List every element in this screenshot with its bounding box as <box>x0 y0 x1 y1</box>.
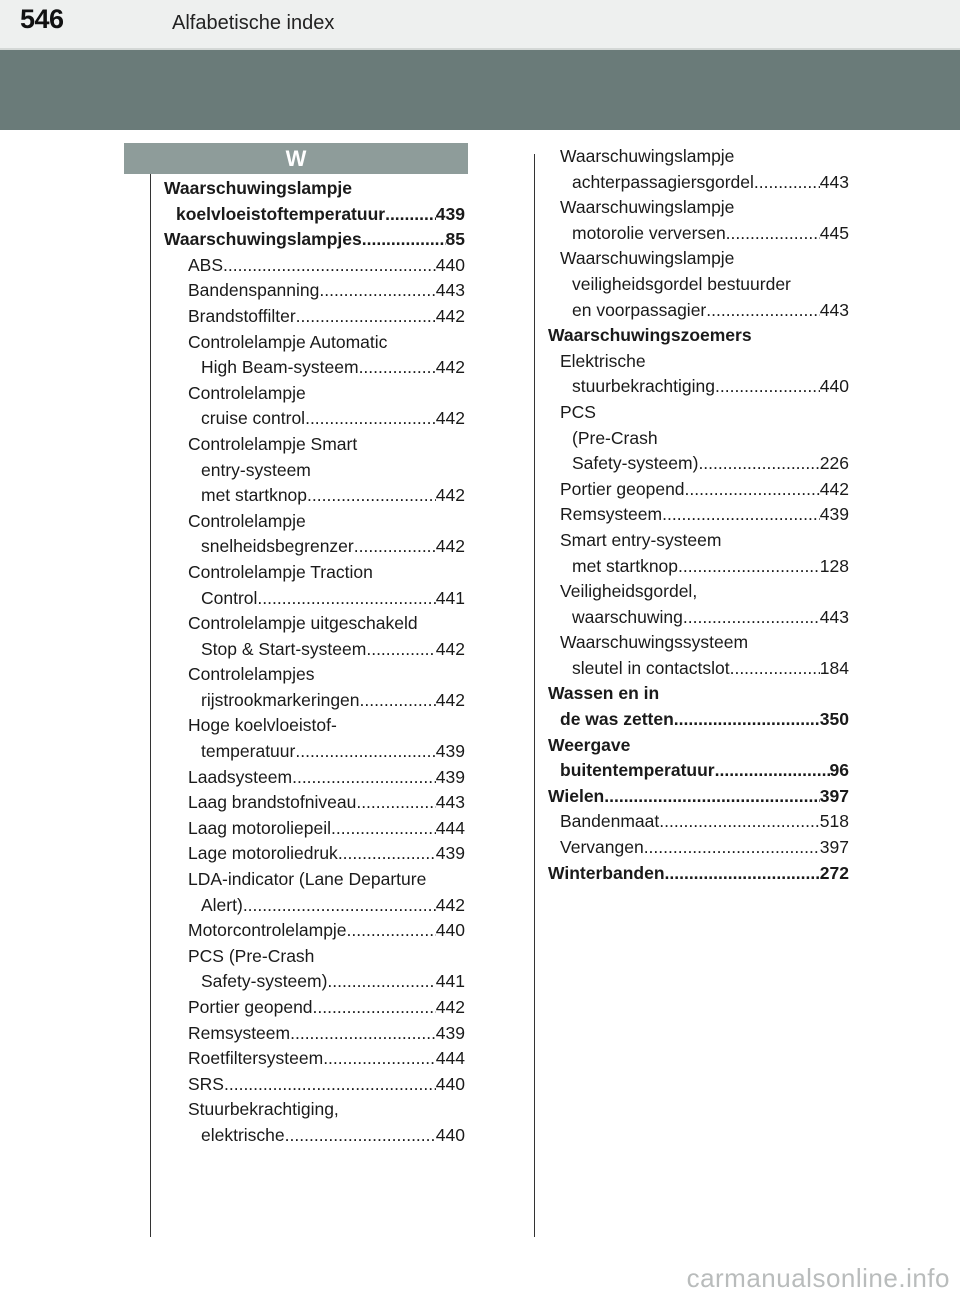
index-entry-page: 442 <box>435 357 465 378</box>
index-entry-page: 518 <box>819 811 849 832</box>
index-entry-page: 442 <box>435 997 465 1017</box>
index-entry <box>164 867 465 893</box>
index-entry <box>548 246 849 272</box>
index-entry <box>164 995 465 1021</box>
index-entry-text: snelheidsbegrenzer <box>201 536 354 557</box>
index-entry-page: 443 <box>435 280 465 301</box>
index-entry <box>164 253 465 279</box>
section-letter-tab: W <box>124 143 468 174</box>
index-entry-text: temperatuur <box>201 741 296 762</box>
index-entry-text: elektrische <box>201 1124 285 1145</box>
index-entry <box>164 483 465 509</box>
dot-leader <box>371 637 436 663</box>
index-entry-text: Roetfiltersysteem <box>188 1048 324 1069</box>
index-entry-page: 440 <box>435 920 465 941</box>
index-entry <box>548 298 849 324</box>
index-entry-page: 443 <box>819 606 849 627</box>
index-entry-text: ABS <box>188 254 224 275</box>
index-entry-text: Motorcontrolelampje <box>188 920 347 941</box>
index-entry-page: 442 <box>435 536 465 557</box>
index-entry-text: SRS. <box>188 1073 229 1094</box>
index-entry <box>548 681 849 707</box>
index-entry-page: 440 <box>435 1073 465 1094</box>
dot-leader <box>354 534 436 560</box>
index-entry-text: koelvloeistoftemperatuur <box>176 203 386 224</box>
index-entry-text: Lage motoroliedruk <box>188 843 338 864</box>
index-column-left <box>164 176 465 1149</box>
index-entry-page: 85 <box>445 229 465 250</box>
index-entry <box>164 816 465 842</box>
index-entry-page: 442 <box>435 485 465 506</box>
dot-leader <box>223 253 436 279</box>
index-entry <box>548 707 849 733</box>
index-entry <box>164 790 465 816</box>
index-entry-text: Controlelampje Smart <box>188 433 358 454</box>
index-entry <box>548 426 849 452</box>
dot-leader <box>229 1072 436 1098</box>
index-entry-text: Bandenmaat <box>560 811 660 832</box>
header-band <box>0 50 960 130</box>
index-entry-text: buitentemperatuur <box>560 760 715 781</box>
index-entry-page: 439 <box>435 1022 465 1043</box>
index-entry <box>164 176 465 202</box>
index-entry-text: rijstrookmarkeringen <box>201 689 360 710</box>
index-entry-text: Laag motoroliepeil. <box>188 817 336 838</box>
index-entry <box>164 330 465 356</box>
index-entry-page: 350 <box>819 709 849 730</box>
index-entry-text: stuurbekrachtiging <box>572 376 715 397</box>
index-entry-page: 442 <box>435 638 465 659</box>
index-entry-text: Bandenspanning <box>188 280 320 301</box>
dot-leader <box>356 790 435 816</box>
index-entry <box>164 202 465 228</box>
index-entry-page: 96 <box>829 760 849 781</box>
index-entry-text: de was zetten <box>560 709 674 730</box>
index-entry <box>164 765 465 791</box>
index-entry-page: 397 <box>819 837 849 858</box>
index-entry <box>164 406 465 432</box>
index-entry <box>548 502 849 528</box>
index-entry-text: Vervangen <box>560 837 644 858</box>
dot-leader <box>698 451 819 477</box>
index-entry-page: 444 <box>435 1048 465 1069</box>
index-entry <box>164 611 465 637</box>
dot-leader <box>385 202 436 228</box>
dot-leader <box>319 278 435 304</box>
index-entry-text: Veiligheidsgordel, <box>560 581 698 602</box>
index-entry-page: 440 <box>819 376 849 397</box>
index-entry <box>548 605 849 631</box>
dot-leader <box>360 688 436 714</box>
column-divider-left <box>150 174 151 1237</box>
index-entry-text: met startknop. <box>572 555 683 576</box>
index-entry-text: Controlelampje Traction <box>188 561 373 582</box>
index-entry-page: 442 <box>435 894 465 915</box>
index-entry <box>164 893 465 919</box>
index-entry <box>548 323 849 349</box>
index-entry <box>548 221 849 247</box>
dot-leader <box>290 1021 436 1047</box>
index-entry-page: 226 <box>819 453 849 474</box>
index-entry-page: 439 <box>435 766 465 787</box>
dot-leader <box>296 304 436 330</box>
index-entry <box>548 835 849 861</box>
index-entry-text: Safety-systeem) <box>572 453 699 474</box>
index-entry <box>164 1046 465 1072</box>
index-entry-page: 442 <box>435 689 465 710</box>
dot-leader <box>674 707 820 733</box>
index-entry <box>548 144 849 170</box>
page-number: 546 <box>20 4 64 34</box>
index-entry <box>164 918 465 944</box>
index-entry <box>164 1123 465 1149</box>
index-entry <box>548 579 849 605</box>
index-entry-page: 445 <box>819 222 849 243</box>
index-entry <box>548 195 849 221</box>
index-entry <box>164 713 465 739</box>
index-entry-text: Winterbanden. <box>548 862 670 883</box>
page-title: Alfabetische index <box>172 12 335 34</box>
index-entry-page: 442 <box>435 408 465 429</box>
index-entry-text: PCS <box>560 401 596 422</box>
index-entry-page: 441 <box>435 587 465 608</box>
index-entry <box>164 278 465 304</box>
page-header <box>0 0 960 50</box>
index-entry-text: Brandstoffilter <box>188 305 296 326</box>
dot-leader <box>338 841 436 867</box>
index-entry-text: Controlelampje <box>188 382 306 403</box>
index-entry-page: 441 <box>435 971 465 992</box>
index-entry-text: Controlelampje uitgeschakeld <box>188 613 418 634</box>
index-entry-page: 442 <box>435 305 465 326</box>
index-entry-text: Waarschuwingssysteem <box>560 632 749 653</box>
dot-leader <box>323 1046 436 1072</box>
watermark: carmanualsonline.info <box>686 1263 950 1293</box>
index-entry-text: Waarschuwingslampje <box>560 248 735 269</box>
index-entry-text: met startknop <box>201 485 308 506</box>
dot-leader <box>683 554 820 580</box>
index-column-right <box>548 144 849 886</box>
index-entry-text: LDA-indicator (Lane Departure <box>188 869 427 890</box>
index-entry <box>164 969 465 995</box>
index-entry-text: Waarschuwingslampje <box>560 197 735 218</box>
index-entry <box>548 349 849 375</box>
index-entry <box>164 586 465 612</box>
index-entry <box>164 381 465 407</box>
index-entry-text: Controlelampjes <box>188 664 315 685</box>
index-entry-page: 444 <box>435 817 465 838</box>
dot-leader <box>362 227 446 253</box>
index-entry <box>164 662 465 688</box>
index-entry-text: Laadsysteem. <box>188 766 297 787</box>
dot-leader <box>659 809 820 835</box>
index-entry-page: 439 <box>435 741 465 762</box>
dot-leader <box>730 656 820 682</box>
index-entry <box>164 1072 465 1098</box>
index-entry-text: Waarschuwingslampje <box>560 146 735 166</box>
index-entry <box>164 458 465 484</box>
index-entry <box>164 304 465 330</box>
index-entry-text: High Beam-systeem <box>201 357 359 378</box>
index-entry <box>164 1021 465 1047</box>
index-entry-text: Portier geopend <box>560 478 685 499</box>
index-entry-text: Controlelampje Automatic <box>188 331 388 352</box>
index-entry-text: motorolie verversen <box>572 222 726 243</box>
index-entry-page: 439 <box>819 504 849 525</box>
index-entry <box>164 227 465 253</box>
index-entry-text: Remsysteem <box>188 1022 291 1043</box>
index-entry-text: waarschuwing. <box>572 606 688 627</box>
index-entry-text: Wassen en in <box>548 683 660 704</box>
index-entry-text: Control <box>201 587 258 608</box>
index-entry <box>164 560 465 586</box>
index-entry-text: Portier geopend <box>188 997 313 1017</box>
dot-leader <box>336 816 436 842</box>
index-entry-page: 439 <box>435 203 465 224</box>
index-entry-text: Waarschuwingszoemers <box>548 325 752 346</box>
index-entry-text: Alert) <box>201 894 243 915</box>
index-entry-text: Hoge koelvloeistof- <box>188 715 337 736</box>
dot-leader <box>644 835 820 861</box>
dot-leader <box>332 969 436 995</box>
index-entry-page: 184 <box>819 657 849 678</box>
dot-leader <box>688 605 820 631</box>
index-entry-text: en voorpassagier <box>572 299 707 320</box>
dot-leader <box>285 1123 436 1149</box>
index-entry <box>548 656 849 682</box>
index-entry-text: (Pre-Crash <box>572 427 658 448</box>
index-entry <box>548 784 849 810</box>
index-entry <box>548 374 849 400</box>
index-entry-text: Safety-systeem). <box>201 971 333 992</box>
index-entry <box>548 451 849 477</box>
dot-leader <box>604 784 820 810</box>
index-entry <box>164 355 465 381</box>
dot-leader <box>347 918 436 944</box>
index-entry <box>548 400 849 426</box>
dot-leader <box>662 502 820 528</box>
index-entry-text: Laag brandstofniveau <box>188 792 357 813</box>
index-entry-page: 128 <box>819 555 849 576</box>
index-entry-text: cruise control <box>201 408 306 429</box>
dot-leader <box>715 758 830 784</box>
dot-leader <box>295 739 435 765</box>
dot-leader <box>715 374 820 400</box>
dot-leader <box>313 995 436 1021</box>
dot-leader <box>359 355 436 381</box>
dot-leader <box>305 406 436 432</box>
dot-leader <box>685 477 820 503</box>
index-entry <box>548 272 849 298</box>
index-entry-page: 272 <box>819 862 849 883</box>
index-entry-text: PCS (Pre-Crash <box>188 945 315 966</box>
index-entry-text: Stuurbekrachtiging, <box>188 1099 339 1120</box>
dot-leader <box>307 483 436 509</box>
index-entry <box>164 509 465 535</box>
index-entry-text: Smart entry-systeem <box>560 529 722 550</box>
index-entry-page: 443 <box>819 171 849 192</box>
index-entry-page: 443 <box>819 299 849 320</box>
index-entry-text: Weergave <box>548 734 631 755</box>
index-entry-text: veiligheidsgordel bestuurder <box>572 273 791 294</box>
index-entry-page: 442 <box>819 478 849 499</box>
index-entry <box>164 841 465 867</box>
index-entry-text: Waarschuwingslampje <box>164 178 353 198</box>
index-entry <box>164 534 465 560</box>
index-entry-text: Elektrische <box>560 350 646 371</box>
index-entry <box>548 733 849 759</box>
dot-leader <box>706 298 820 324</box>
index-entry-page: 440 <box>435 254 465 275</box>
index-entry <box>548 861 849 887</box>
index-entry-page: 443 <box>435 792 465 813</box>
index-entry <box>548 630 849 656</box>
column-divider-middle <box>534 154 535 1237</box>
index-entry-text: Controlelampje <box>188 510 306 531</box>
index-entry <box>164 688 465 714</box>
index-entry-text: entry-systeem <box>201 459 311 480</box>
index-entry-page: 397 <box>819 785 849 806</box>
index-entry-page: 440 <box>435 1124 465 1145</box>
index-entry <box>164 944 465 970</box>
index-entry <box>164 432 465 458</box>
index-entry-text: sleutel in contactslot <box>572 657 730 678</box>
index-entry <box>164 739 465 765</box>
dot-leader <box>297 765 436 791</box>
index-entry-text: Stop & Start-systeem. <box>201 638 372 659</box>
dot-leader <box>754 170 820 196</box>
dot-leader <box>243 893 436 919</box>
index-entry <box>548 170 849 196</box>
dot-leader <box>257 586 435 612</box>
index-entry-text: Wielen <box>548 785 605 806</box>
dot-leader <box>726 221 820 247</box>
index-entry <box>548 528 849 554</box>
index-entry <box>548 554 849 580</box>
index-entry-page: 439 <box>435 843 465 864</box>
dot-leader <box>669 861 819 887</box>
index-entry <box>548 477 849 503</box>
index-entry-text: Waarschuwingslampjes <box>164 229 362 250</box>
index-entry <box>548 809 849 835</box>
index-entry <box>164 1097 465 1123</box>
index-entry-text: Remsysteem <box>560 504 663 525</box>
index-entry-text: achterpassagiersgordel <box>572 171 754 192</box>
index-entry <box>164 637 465 663</box>
index-entry <box>548 758 849 784</box>
